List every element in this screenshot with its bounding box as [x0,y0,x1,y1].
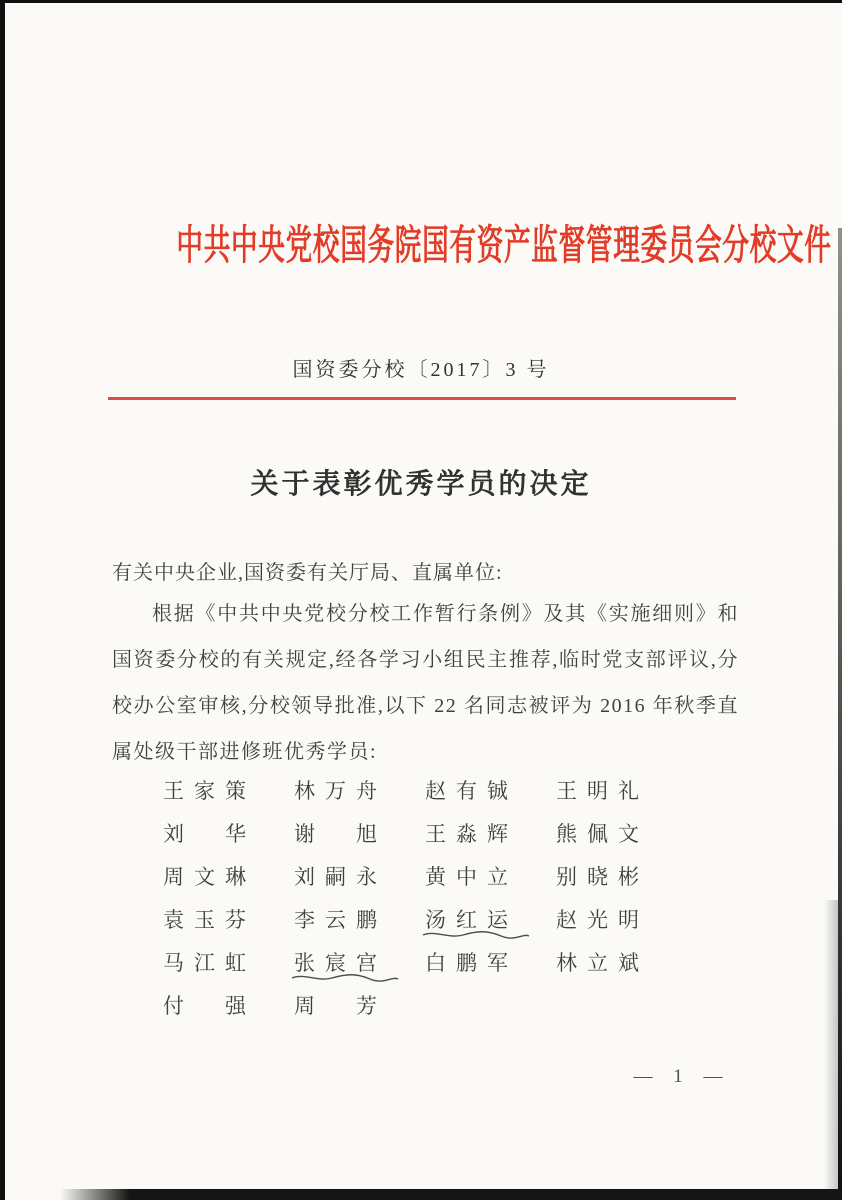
student-name: 王明礼 [556,779,649,803]
name-cell [294,942,425,985]
name-cell [425,770,556,813]
name-cell [425,899,556,942]
student-name: 周文琳 [163,865,256,889]
scan-edge-top [0,0,842,3]
document-masthead [0,212,842,271]
red-separator-line [108,397,736,400]
student-name: 张宸宫 [294,951,387,975]
document-title: 关于表彰优秀学员的决定 [250,469,592,500]
student-name: 赵光明 [556,908,649,932]
name-cell [163,985,294,1028]
body-paragraph: 根据《中共中央党校分校工作暂行条例》及其《实施细则》和国资委分校的有关规定,经各学习小组民主推荐,临时党支部评议,分校办公室审核,分校领导批准,以下 22 名同志被评为 2016 年秋季直属处级干部进修班优秀学员: [112,603,739,763]
document-number: 国资委分校〔2017〕3 号 [292,359,550,381]
scan-edge-bottom [60,1189,842,1200]
name-cell [556,899,687,942]
name-cell [556,856,687,899]
name-cell [294,985,425,1028]
page-number: — 1 — [633,1066,731,1087]
name-cell [163,856,294,899]
name-cell [163,770,294,813]
name-cell [294,856,425,899]
pen-wavy-underline [289,972,401,984]
name-cell [294,813,425,856]
student-name: 黄中立 [425,865,518,889]
scan-shade-right [824,900,838,1200]
student-name: 刘 华 [163,822,256,846]
masthead-text: 中共中央党校国务院国有资产监督管理委员会分校文件 [176,222,832,268]
student-name: 别晓彬 [556,865,649,889]
student-name: 林万舟 [294,779,387,803]
names-grid [163,770,687,1028]
name-cell [556,942,687,985]
name-cell [294,899,425,942]
student-name: 白鹏军 [425,951,518,975]
student-name: 林立斌 [556,951,649,975]
name-cell [425,942,556,985]
student-name: 周 芳 [294,994,387,1018]
name-cell [163,942,294,985]
student-name: 王淼辉 [425,822,518,846]
scan-edge-right [838,228,842,1200]
name-cell [425,856,556,899]
pen-wavy-underline [420,929,532,941]
name-cell [556,770,687,813]
student-name: 李云鹏 [294,908,387,932]
name-cell [163,899,294,942]
scan-edge-left [0,0,5,1200]
name-cell [556,813,687,856]
student-name: 汤红运 [425,908,518,932]
student-name: 赵有铖 [425,779,518,803]
student-name: 袁玉芬 [163,908,256,932]
student-name: 马江虹 [163,951,256,975]
student-name: 熊佩文 [556,822,649,846]
name-cell [425,813,556,856]
student-name: 谢 旭 [294,822,387,846]
name-cell [294,770,425,813]
name-cell [163,813,294,856]
salutation-line: 有关中央企业,国资委有关厅局、直属单位: [112,562,503,584]
student-name: 付 强 [163,994,256,1018]
student-name: 王家策 [163,779,256,803]
student-name: 刘嗣永 [294,865,387,889]
